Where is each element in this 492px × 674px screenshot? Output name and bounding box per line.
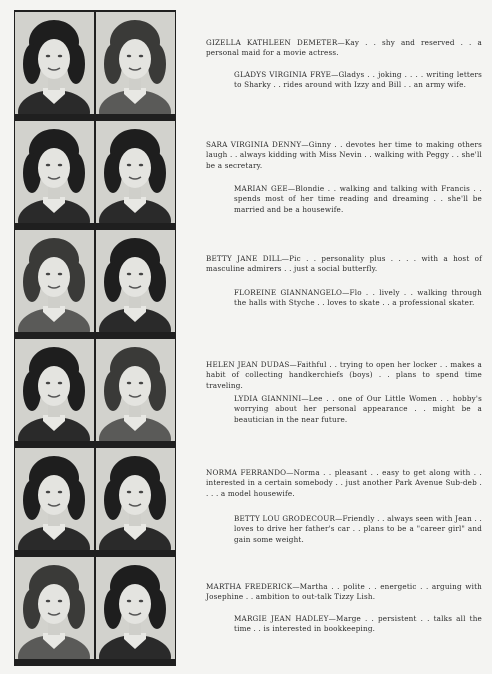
- portrait-row: [14, 10, 176, 112]
- bio-entry: [206, 140, 482, 171]
- portrait-grid: [14, 10, 176, 666]
- student-description: —Lee . . one of Our Little Women . . hobby's worrying about her personal appearance . . might be a beautician in the near future.: [234, 394, 482, 424]
- portrait-row: [14, 337, 176, 439]
- bio-entry: [206, 582, 482, 603]
- portrait-dill: [15, 230, 94, 332]
- portrait-ferrando: [15, 448, 94, 550]
- student-name: MARGIE JEAN HADLEY: [234, 614, 329, 623]
- portrait-row: [14, 119, 176, 221]
- student-description: —Flo . . lively . . walking through the halls with Styche . . loves to skate . . a professional skater.: [234, 288, 482, 308]
- student-name: BETTY LOU GRODECOUR: [234, 514, 336, 523]
- bio-entry: [206, 38, 482, 59]
- student-description: —Blondie . . walking and talking with Francis . . spends most of her time reading and dreaming . . she'll be married and be a housewife.: [234, 184, 482, 214]
- student-name: LYDIA GIANNINI: [234, 394, 302, 403]
- student-description: —Marge . . persistent . . talks all the time . . is interested in bookkeeping.: [234, 614, 482, 634]
- portrait-demeter: [15, 12, 94, 114]
- bio-entry: [234, 70, 482, 91]
- student-name: NORMA FERRANDO: [206, 468, 287, 477]
- student-name: GIZELLA KATHLEEN DEMETER: [206, 38, 338, 47]
- portrait-dudas: [15, 339, 94, 441]
- portrait-giannini: [96, 339, 175, 441]
- bio-entry: [234, 288, 482, 309]
- student-name: FLOREINE GIANNANGELO: [234, 288, 343, 297]
- student-name: BETTY JANE DILL: [206, 254, 282, 263]
- portrait-grodecour: [96, 448, 175, 550]
- student-description: —Martha . . polite . . energetic . . arguing with Josephine . . ambition to out-talk Tizzy Lish.: [206, 582, 482, 602]
- portrait-giannangelo: [96, 230, 175, 332]
- student-description: —Kay . . shy and reserved . . a personal maid for a movie actress.: [206, 38, 482, 58]
- student-name: GLADYS VIRGINIA FRYE: [234, 70, 332, 79]
- student-name: HELEN JEAN DUDAS: [206, 360, 290, 369]
- portrait-gee: [96, 121, 175, 223]
- student-description: —Norma . . pleasant . . easy to get along with . . interested in a certain somebody . . just another Park Avenue Sub-deb . . . . a model housewife.: [206, 468, 483, 498]
- bio-entry: [234, 394, 482, 425]
- portrait-frye: [96, 12, 175, 114]
- biography-column: [206, 0, 482, 674]
- student-description: —Pic . . personality plus . . . . with a host of masculine admirers . . just a social butterfly.: [206, 254, 482, 274]
- bio-entry: [206, 254, 482, 275]
- bio-entry: [234, 614, 482, 635]
- student-description: —Gladys . . joking . . . . writing letters to Sharky . . rides around with Izzy and Bill . . an army wife.: [234, 70, 483, 90]
- student-description: —Friendly . . always seen with Jean . . loves to drive her father's car . . plans to be a "career girl" and gain some weight.: [234, 514, 482, 544]
- student-description: —Faithful . . trying to open her locker . . makes a habit of collecting handkerchiefs (boys) . . plans to spend time traveling.: [206, 360, 482, 390]
- student-name: SARA VIRGINIA DENNY: [206, 140, 302, 149]
- portrait-row: [14, 555, 176, 657]
- portrait-frederick: [15, 557, 94, 659]
- student-name: MARTHA FREDERICK: [206, 582, 293, 591]
- portrait-denny: [15, 121, 94, 223]
- portrait-row: [14, 228, 176, 330]
- student-description: —Ginny . . devotes her time to making others laugh . . always kidding with Miss Nevin . . walking with Peggy . . she'll be a secretary.: [206, 140, 482, 170]
- bio-entry: [234, 184, 482, 215]
- portrait-row: [14, 446, 176, 548]
- portrait-hadley: [96, 557, 175, 659]
- bio-entry: [206, 468, 482, 499]
- bio-entry: [206, 360, 482, 391]
- bio-entry: [234, 514, 482, 545]
- student-name: MARIAN GEE: [234, 184, 288, 193]
